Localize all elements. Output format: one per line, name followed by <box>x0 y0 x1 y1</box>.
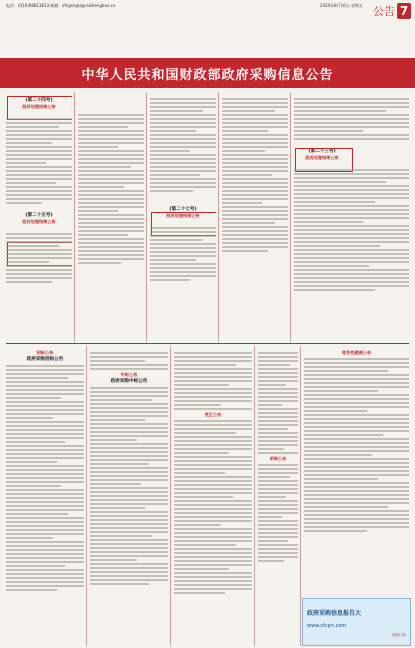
column-separator <box>74 92 75 342</box>
upper-column-5 <box>294 92 409 342</box>
column-separator <box>300 346 301 646</box>
column-separator <box>86 346 87 646</box>
section-heading: 更正公告 <box>204 412 222 417</box>
notice-number: (第二十四号) <box>25 98 53 103</box>
upper-column-1 <box>6 92 72 342</box>
lower-column-5 <box>304 350 409 594</box>
column-separator <box>290 92 291 342</box>
masthead <box>0 0 415 22</box>
upper-column-4 <box>222 92 288 342</box>
notice-title: 投诉处理结果公告 <box>305 155 339 160</box>
ad-url: www.cfcpn.com <box>307 623 347 629</box>
section-subheading: 政府采购中标公告 <box>110 379 148 384</box>
ad-tagline: 欢迎订阅 <box>392 633 406 637</box>
lower-column-3 <box>174 350 252 646</box>
column-separator <box>218 92 219 342</box>
upper-column-2 <box>78 92 144 342</box>
column-separator <box>170 346 171 646</box>
section-divider <box>6 343 409 344</box>
subscription-ad <box>302 598 411 646</box>
section-badge <box>365 0 415 22</box>
column-separator <box>254 346 255 646</box>
section-heading: 采购公告 <box>269 456 287 461</box>
section-subheading: 政府采购招标公告 <box>26 357 64 362</box>
upper-column-3 <box>150 92 216 342</box>
notice-title: 投诉处理结果公告 <box>22 219 56 224</box>
notice-number: (第二十三号) <box>308 149 336 154</box>
title-banner <box>0 58 415 88</box>
ad-title: 政府采购信息报告大 <box>307 610 362 617</box>
lower-column-1 <box>6 350 84 646</box>
lower-column-2 <box>90 350 168 646</box>
column-separator <box>146 92 147 342</box>
section-heading: 招标公告 <box>36 350 54 355</box>
contact-info: 电话：(010)68813813 邮箱：zfcgxx@zgcaizhengbao.cn <box>6 3 116 8</box>
section-heading: 竞争性磋商公告 <box>341 350 372 355</box>
notice-box <box>7 96 72 120</box>
notice-number: (第二十七号) <box>169 207 197 212</box>
notice-title: 投诉处理结果公告 <box>166 213 200 218</box>
page-number: 7 <box>397 3 411 19</box>
section-label: 公告 <box>373 5 395 18</box>
notice-title: 投诉处理结果公告 <box>22 104 56 109</box>
section-heading: 中标公告 <box>120 372 138 377</box>
banner-title: 中华人民共和国财政部政府采购信息公告 <box>81 67 334 83</box>
lower-column-4 <box>258 350 298 646</box>
notice-number: (第二十五号) <box>25 213 53 218</box>
issue-date: 2024年8月16日 星期五 <box>319 3 363 8</box>
